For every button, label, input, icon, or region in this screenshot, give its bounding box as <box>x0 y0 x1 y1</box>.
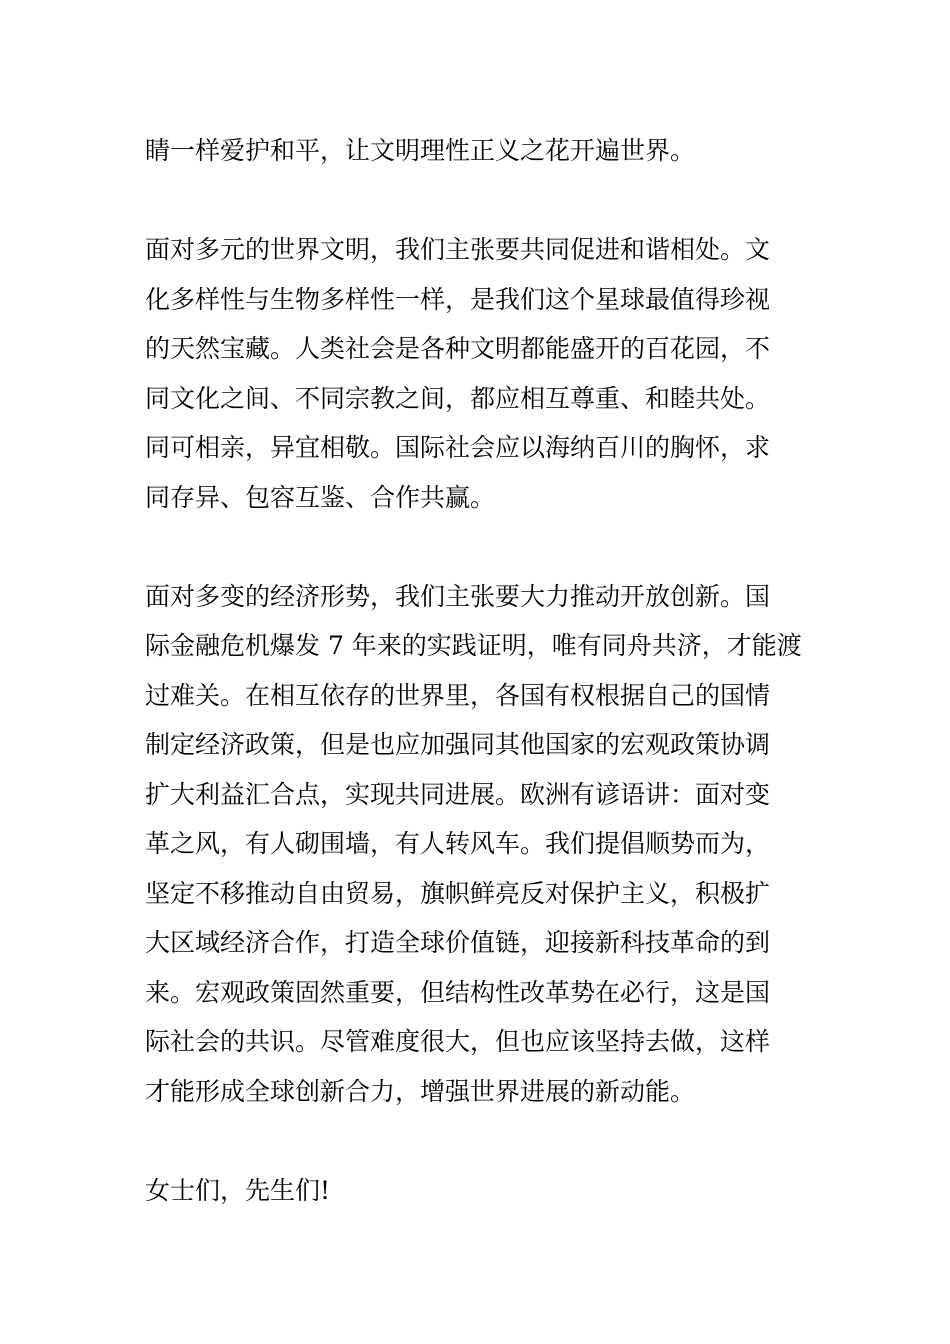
text-line: 面对多元的世界文明，我们主张要共同促进和谐相处。文 <box>145 235 771 264</box>
text-line: 大区域经济合作，打造全球价值链，迎接新科技革命的到 <box>145 928 771 957</box>
text-line: 同文化之间、不同宗教之间，都应相互尊重、和睦共处。 <box>145 383 771 413</box>
text-line: 制定经济政策，但是也应加强同其他国家的宏观政策协调 <box>145 730 771 759</box>
text-line: 才能形成全球创新合力，增强世界进展的新动能。 <box>145 1076 696 1106</box>
text-line: 际社会的共识。尽管难度很大，但也应该坚持去做，这样 <box>145 1027 771 1056</box>
text-line: 同可相亲，异宜相敬。国际社会应以海纳百川的胸怀，求 <box>145 433 771 462</box>
text-line: 的天然宝藏。人类社会是各种文明都能盛开的百花园，不 <box>145 334 771 363</box>
text-line: 过难关。在相互依存的世界里，各国有权根据自己的国情 <box>145 680 771 710</box>
text-line: 化多样性与生物多样性一样，是我们这个星球最值得珍视 <box>145 284 771 314</box>
text-line: 面对多变的经济形势，我们主张要大力推动开放创新。国 <box>145 581 771 611</box>
document-body <box>145 126 810 1215</box>
text-line: 坚定不移推动自由贸易，旗帜鲜亮反对保护主义，积极扩 <box>145 878 771 908</box>
paragraph-gap <box>145 176 810 226</box>
paragraph-gap <box>145 1116 810 1166</box>
text-line: 女士们，先生们! <box>145 1175 331 1205</box>
text-line: 扩大利益汇合点，实现共同进展。欧洲有谚语讲：面对变 <box>145 779 771 809</box>
text-line: 革之风，有人砌围墙，有人转风车。我们提倡顺势而为， <box>145 829 771 858</box>
text-line: 同存异、包容互鉴、合作共赢。 <box>145 482 496 512</box>
text-line: 来。宏观政策固然重要，但结构性改革势在必行，这是国 <box>145 977 771 1007</box>
text-line: 际金融危机爆发 7 年来的实践证明，唯有同舟共济，才能渡 <box>145 631 802 660</box>
paragraph-gap <box>145 522 810 572</box>
text-line: 睛一样爱护和平，让文明理性正义之花开遍世界。 <box>145 136 696 165</box>
